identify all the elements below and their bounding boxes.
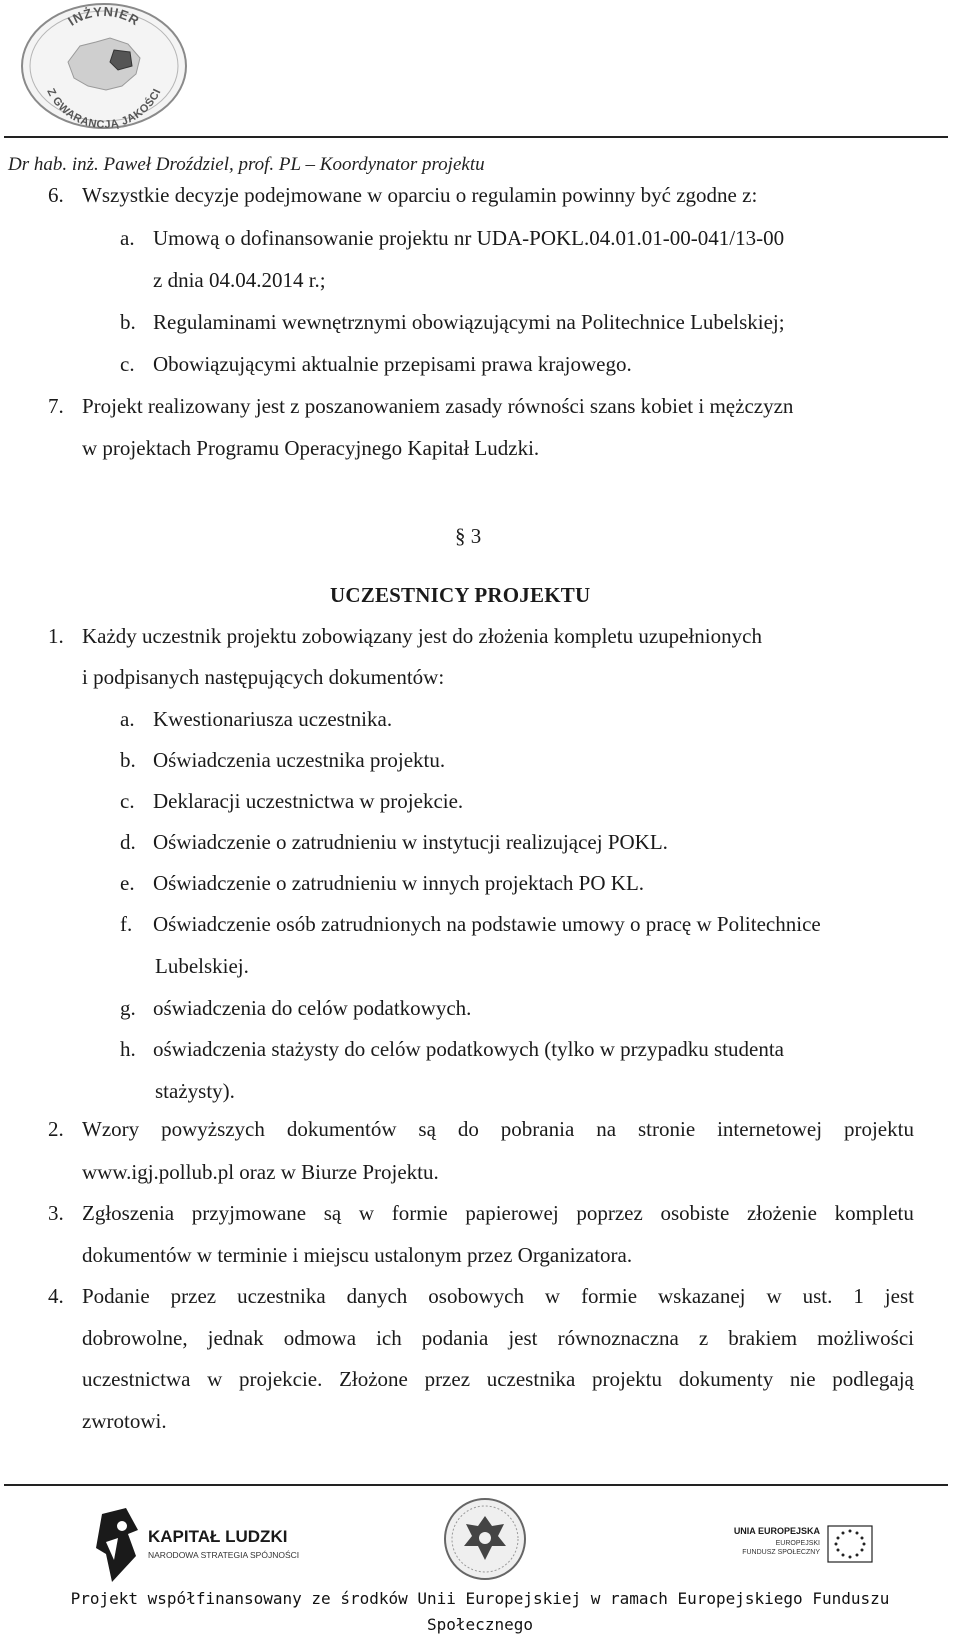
item-letter: f. [120,912,133,936]
para-text: zwrotowi. [82,1409,167,1433]
footer-line-1: Projekt współfinansowany ze środków Unii Europejskiej w ramach Europejskiego Funduszu [70,1589,890,1608]
item-text-continued: Lubelskiej. [155,954,249,978]
kl-subtitle: NARODOWA STRATEGIA SPÓJNOŚCI [148,1550,300,1560]
item-text: Oświadczenie o zatrudnieniu w innych projektach PO KL. [153,871,645,895]
para-number: 3. [48,1201,64,1225]
item-letter: c. [120,352,135,376]
para-text: Wszystkie decyzje podejmowane w oparciu o regulamin powinny być zgodne z: [82,183,758,207]
footer-cofinancing-note [0,1586,960,1638]
item-letter: a. [120,226,135,250]
item-text: Kwestionariusza uczestnika. [153,707,393,731]
item-letter: h. [120,1037,136,1061]
item-letter: g. [120,996,136,1020]
item-text: Regulaminami wewnętrznymi obowiązującymi na Politechnice Lubelskiej; [153,310,785,334]
para-text: Zgłoszenia przyjmowane są w formie papierowej poprzez osobiste złożenie kompletu [82,1201,914,1225]
item-text: oświadczenia do celów podatkowych. [153,996,472,1020]
para-text: i podpisanych następujących dokumentów: [82,665,445,689]
project-logo [18,2,190,132]
section-title: UCZESTNICY PROJEKTU [330,583,591,607]
para-number: 6. [48,183,64,207]
eu-line1: UNIA EUROPEJSKA [733,1526,820,1536]
para-text: uczestnictwa w projekcie. Złożone przez uczestnika projektu dokumenty nie podlegają [82,1367,914,1391]
para-text: Wzory powyższych dokumentów są do pobrania na stronie internetowej projektu [82,1117,914,1141]
footer-divider [4,1484,948,1486]
eu-line3: FUNDUSZ SPOŁECZNY [742,1549,820,1556]
state-emblem [440,1494,530,1584]
item-text: Deklaracji uczestnictwa w projekcie. [153,789,464,813]
para-text: dobrowolne, jednak odmowa ich podania jest równoznaczna z brakiem możliwości [82,1326,914,1350]
item-text: Oświadczenia uczestnika projektu. [153,748,446,772]
para-text: w projektach Programu Operacyjnego Kapitał Ludzki. [82,436,540,460]
item-text: Umową o dofinansowanie projektu nr UDA-POKL.04.01.01-00-041/13-00 [153,226,785,250]
eu-logo [728,1520,876,1576]
para-text: dokumentów w terminie i miejscu ustalonym przez Organizatora. [82,1243,633,1267]
section-number: § 3 [455,524,482,548]
item-letter: c. [120,789,135,813]
para-number: 1. [48,624,64,648]
item-letter: a. [120,707,135,731]
item-text: Oświadczenie osób zatrudnionych na podstawie umowy o pracę w Politechnice [153,912,821,936]
para-text: Podanie przez uczestnika danych osobowych w formie wskazanej w ust. 1 jest [82,1284,914,1308]
eu-line2: EUROPEJSKI [775,1540,820,1547]
para-text: www.igj.pollub.pl oraz w Biurze Projektu. [82,1160,439,1184]
para-number: 7. [48,394,64,418]
para-number: 2. [48,1117,64,1141]
item-letter: e. [120,871,135,895]
coordinator-line: Dr hab. inż. Paweł Droździel, prof. PL – Koordynator projektu [8,154,485,175]
para-number: 4. [48,1284,64,1308]
item-letter: b. [120,748,136,772]
item-text: oświadczenia stażysty do celów podatkowych (tylko w przypadku studenta [153,1037,784,1061]
footer-line-2: Społecznego [427,1615,533,1634]
para-text: Projekt realizowany jest z poszanowaniem zasady równości szans kobiet i mężczyzn [82,394,794,418]
item-letter: d. [120,830,136,854]
para-text: Każdy uczestnik projektu zobowiązany jest do złożenia kompletu uzupełnionych [82,624,762,648]
item-text-continued: z dnia 04.04.2014 r.; [153,268,326,292]
item-text: Oświadczenie o zatrudnieniu w instytucji realizującej POKL. [153,830,668,854]
kl-title: KAPITAŁ LUDZKI [148,1527,288,1546]
item-text-continued: stażysty). [155,1079,235,1103]
item-letter: b. [120,310,136,334]
item-text: Obowiązującymi aktualnie przepisami prawa krajowego. [153,352,632,376]
logo-text-bottom: Z GWARANCJĄ JAKOŚCI [44,86,164,132]
header-divider [4,136,948,138]
kapital-ludzki-logo [92,1504,312,1586]
logo-text-top: INŻYNIER [65,3,143,29]
